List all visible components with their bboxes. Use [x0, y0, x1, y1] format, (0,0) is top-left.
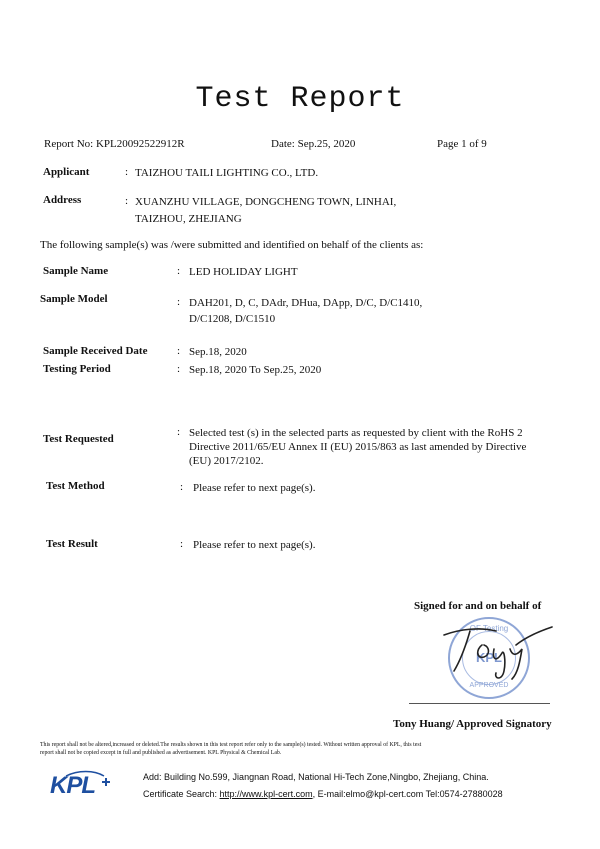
applicant-label: Applicant	[43, 166, 90, 178]
colon: :	[177, 296, 181, 308]
signatory-name: Tony Huang/ Approved Signatory	[393, 718, 552, 730]
colon: :	[177, 345, 181, 357]
applicant-value: TAIZHOU TAILI LIGHTING CO., LTD.	[135, 167, 319, 179]
colon: :	[177, 426, 181, 438]
page-indicator: Page 1 of 9	[437, 138, 487, 150]
stamp-mid-text: KPL	[476, 650, 502, 665]
cert-url-link[interactable]: http://www.kpl-cert.com	[219, 789, 313, 799]
cert-contact: , E-mail:elmo@kpl-cert.com Tel:0574-27880028	[312, 789, 503, 799]
test-result-label: Test Result	[46, 538, 98, 550]
colon: :	[180, 481, 184, 493]
colon: :	[177, 363, 181, 375]
report-title: Test Report	[195, 82, 405, 116]
colon: :	[177, 265, 181, 277]
disclaimer	[40, 741, 570, 757]
disclaimer-line-1: This report shall not be altered,increased or deleted.The results shown in this test report refer only to the sample(s) tested. Without written approval of KPL, this test	[40, 742, 422, 748]
logo-text: KPL	[50, 772, 95, 799]
test-requested-line-2: Directive 2011/65/EU Annex II (EU) 2015/863 as last amended by Directive	[189, 441, 527, 453]
disclaimer-line-2: report shall not be copied except in full and published as advertisement. KPL Physical & Chemical Lab.	[40, 750, 282, 756]
received-date-value: Sep.18, 2020	[189, 346, 247, 358]
colon: :	[125, 195, 129, 207]
signature-line	[409, 703, 550, 704]
sample-model-label: Sample Model	[40, 293, 108, 305]
colon: :	[180, 538, 184, 550]
test-method-value: Please refer to next page(s).	[193, 482, 316, 494]
sample-name-label: Sample Name	[43, 265, 109, 277]
report-number: Report No: KPL20092522912R	[44, 138, 185, 150]
colon: :	[125, 166, 129, 178]
sample-name-value: LED HOLIDAY LIGHT	[189, 266, 298, 278]
address-line-2: TAIZHOU, ZHEJIANG	[135, 213, 242, 225]
test-result-value: Please refer to next page(s).	[193, 539, 316, 551]
handwritten-signature	[430, 615, 560, 695]
test-method-label: Test Method	[46, 480, 105, 492]
footer-contact	[143, 789, 503, 799]
testing-period-value: Sep.18, 2020 To Sep.25, 2020	[189, 364, 322, 376]
signed-for-label: Signed for and on behalf of	[414, 600, 542, 612]
footer-address: Add: Building No.599, Jiangnan Road, National Hi-Tech Zone,Ningbo, Zhejiang, China.	[143, 772, 489, 782]
sample-model-line-1: DAH201, D, C, DAdr, DHua, DApp, D/C, D/C1410,	[189, 297, 423, 309]
address-label: Address	[43, 194, 82, 206]
stamp-top-text: OF Testing	[469, 624, 509, 633]
intro-text: The following sample(s) was /were submitted and identified on behalf of the clients as:	[40, 239, 424, 251]
received-date-label: Sample Received Date	[43, 345, 148, 357]
testing-period-label: Testing Period	[43, 363, 111, 375]
sample-model-line-2: D/C1208, D/C1510	[189, 313, 276, 325]
kpl-logo	[48, 764, 116, 804]
stamp-bottom-text: APPROVED	[469, 682, 509, 689]
address-line-1: XUANZHU VILLAGE, DONGCHENG TOWN, LINHAI,	[135, 196, 397, 208]
test-requested-label: Test Requested	[43, 433, 114, 445]
report-date: Date: Sep.25, 2020	[271, 138, 356, 150]
test-requested-line-3: (EU) 2017/2102.	[189, 455, 264, 467]
cert-search-label: Certificate Search:	[143, 789, 218, 799]
test-requested-line-1: Selected test (s) in the selected parts as requested by client with the RoHS 2	[189, 427, 523, 439]
